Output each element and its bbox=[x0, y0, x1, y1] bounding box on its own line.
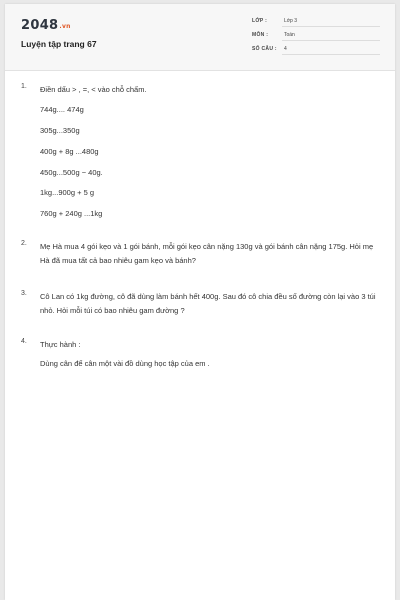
worksheet-title: Luyện tập trang 67 bbox=[21, 39, 97, 49]
question-number: 4. bbox=[21, 338, 27, 345]
meta-underline bbox=[282, 54, 380, 55]
meta-value: Toán bbox=[284, 32, 295, 38]
question-number: 3. bbox=[21, 290, 27, 297]
compare-item: 744g.... 474g bbox=[40, 105, 84, 114]
site-logo[interactable]: 2048.vn bbox=[21, 18, 71, 33]
question-text: Điền dấu > , =, < vào chỗ chấm. bbox=[40, 85, 147, 94]
compare-item: 450g...500g − 40g. bbox=[40, 168, 103, 177]
question-text: Thực hành : bbox=[40, 340, 81, 349]
worksheet-header bbox=[5, 4, 395, 71]
meta-underline bbox=[282, 26, 380, 27]
question-text: Cô Lan có 1kg đường, cô đã dùng làm bánh hết 400g. Sau đó cô chia đều số đường còn lại vào 3 túi nhỏ. Hỏi mỗi túi có bao nhiêu gam đường ? bbox=[40, 292, 376, 315]
question-number: 2. bbox=[21, 240, 27, 247]
compare-item: 760g + 240g ...1kg bbox=[40, 209, 103, 218]
meta-label: MÔN : bbox=[252, 32, 269, 38]
question-number: 1. bbox=[21, 83, 27, 90]
worksheet-page bbox=[5, 4, 395, 600]
compare-item: 305g...350g bbox=[40, 126, 80, 135]
question-text: Mẹ Hà mua 4 gói kẹo và 1 gói bánh, mỗi gói kẹo cân nặng 130g và gói bánh cân nặng 175g. Hỏi mẹ Hà đã mua tất cả bao nhiêu gam kẹo và bánh? bbox=[40, 242, 374, 265]
meta-value: 4 bbox=[284, 46, 287, 52]
compare-item: 400g + 8g ...480g bbox=[40, 147, 99, 156]
meta-label: LỚP : bbox=[252, 18, 268, 24]
meta-value: Lớp 3 bbox=[284, 18, 298, 24]
practice-instruction: Dùng cân để cân một vài đồ dùng học tập của em . bbox=[40, 359, 210, 368]
meta-underline bbox=[282, 40, 380, 41]
meta-label: SỐ CÂU : bbox=[252, 46, 277, 52]
compare-item: 1kg...900g + 5 g bbox=[40, 188, 95, 197]
